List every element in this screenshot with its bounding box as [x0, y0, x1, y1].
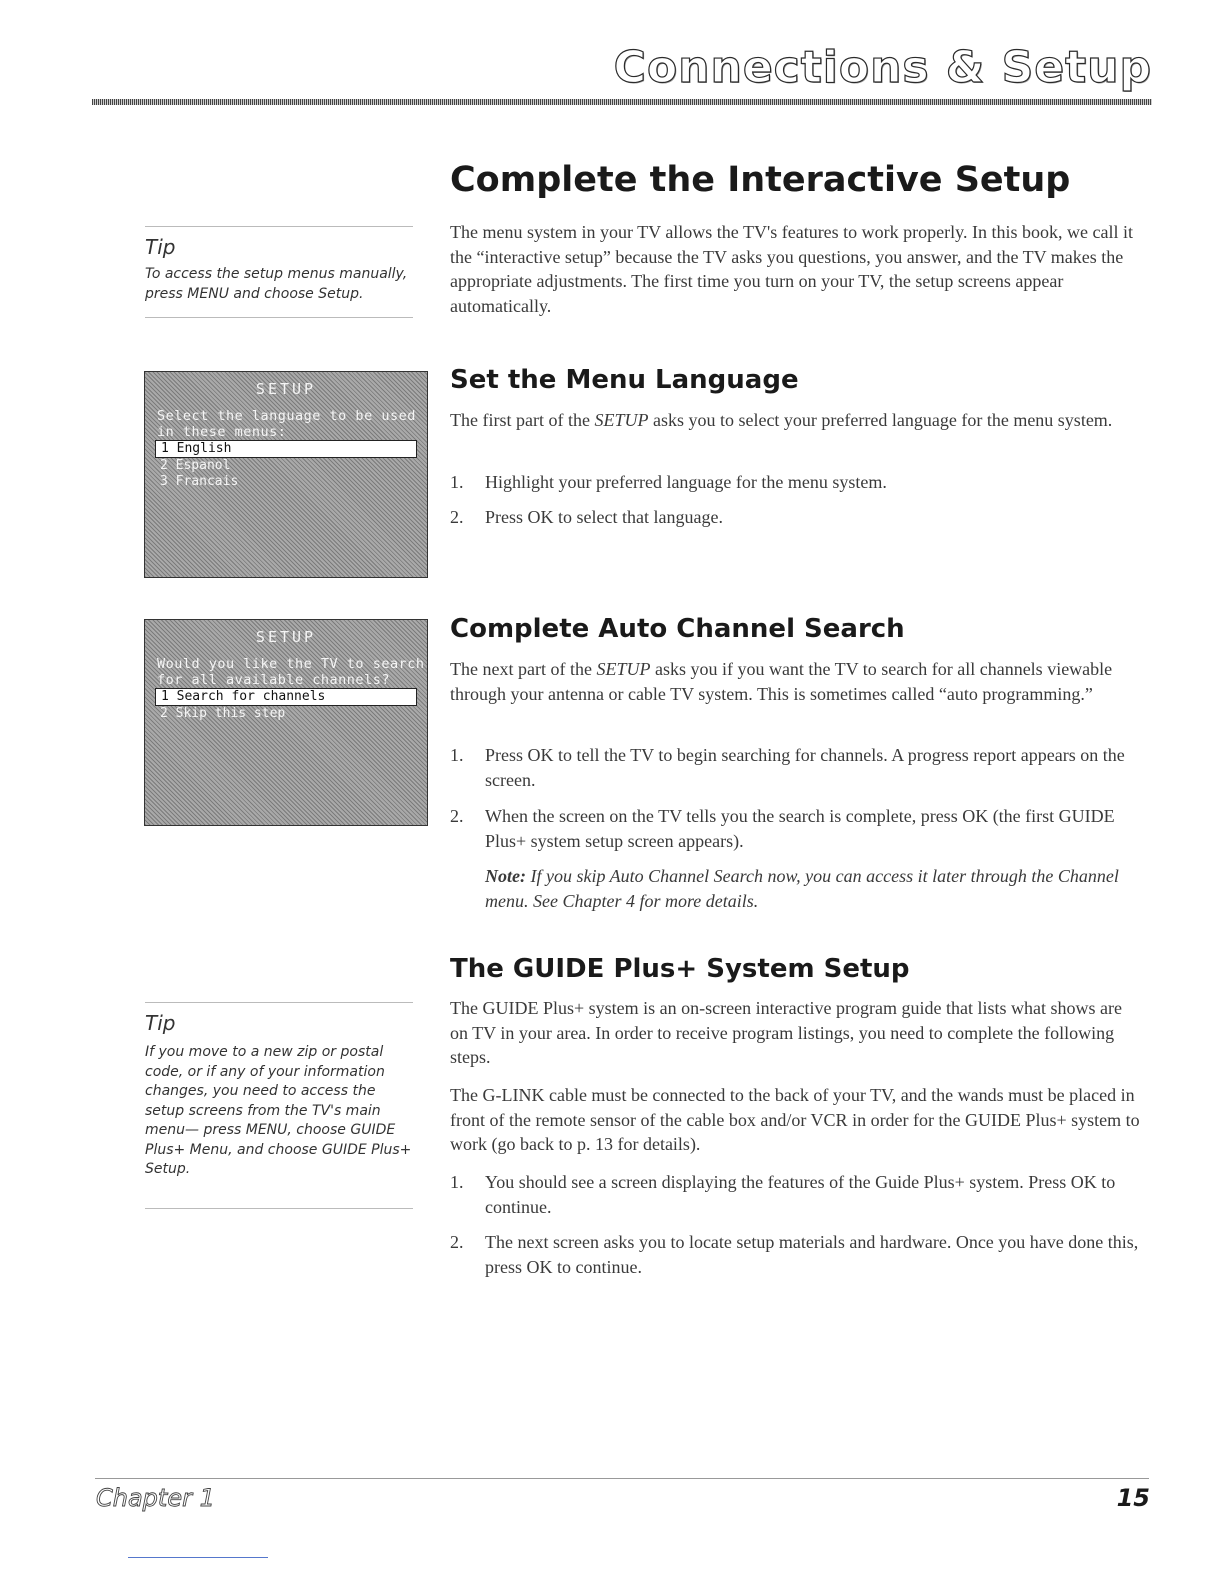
page-number: 15: [1116, 1484, 1150, 1512]
page-title: Complete the Interactive Setup: [450, 160, 1071, 200]
tv-screen-channel-search: [144, 619, 428, 826]
tip-text: If you move to a new zip or postal code, or if any of your information changes, you need to access the setup screens from the TV's main menu— press MENU, choose GUIDE Plus+ Menu, and choose GUIDE Plus+ Setup.: [145, 1044, 412, 1177]
running-header-title: Connections & Setup: [613, 42, 1152, 93]
note: Note: If you skip Auto Channel Search now, you can access it later through the Channel menu. See Chapter 4 for more details.: [485, 866, 1119, 911]
step-item: 1. Press OK to tell the TV to begin searching for channels. A progress report appears on the screen.: [450, 745, 1125, 790]
step-item: 1. You should see a screen displaying the features of the Guide Plus+ system. Press OK to continue.: [450, 1172, 1116, 1217]
tip-label: Tip: [145, 235, 176, 259]
tip-text: To access the setup menus manually, press MENU and choose Setup.: [145, 266, 408, 302]
screen-title: SETUP: [255, 628, 317, 646]
tv-screen-language-setup: [144, 371, 428, 578]
screen-option-selected: 1 English: [155, 440, 417, 458]
screen-title: SETUP: [255, 380, 317, 398]
step-item: 2. The next screen asks you to locate setup materials and hardware. Once you have done this, press OK to continue.: [450, 1232, 1139, 1277]
screen-option: 2 Skip this step: [160, 706, 286, 721]
scan-blue-line: [128, 1557, 268, 1558]
tip-box-setup-menus: [145, 226, 413, 318]
step-item: 1. Highlight your preferred language for the menu system.: [450, 472, 887, 492]
header-rule: [92, 99, 1152, 105]
screen-prompt: Select the language to be used: [157, 408, 416, 424]
screen-option: 3 Francais: [160, 474, 239, 489]
screen-prompt: for all available channels?: [157, 672, 390, 688]
footer-rule: [95, 1478, 1149, 1479]
section-title-guide-plus-setup: The GUIDE Plus+ System Setup: [450, 954, 910, 984]
tip-box-guide-setup: [145, 1002, 413, 1209]
tip-label: Tip: [145, 1011, 176, 1035]
section-paragraph: The first part of the SETUP asks you to select your preferred language for the menu system.: [450, 410, 1113, 430]
section-paragraph: The G-LINK cable must be connected to the back of your TV, and the wands must be placed in front of the remote sensor of the cable box and/or VCR in order for the GUIDE Plus+ system to work (go back to p. 13 for details).: [450, 1085, 1140, 1154]
section-title-auto-channel-search: Complete Auto Channel Search: [450, 614, 905, 644]
screen-option: 2 Espanol: [160, 458, 231, 473]
section-paragraph: The next part of the SETUP asks you if you want the TV to search for all channels viewable through your antenna or cable TV system. This is sometimes called “auto programming.”: [450, 659, 1113, 704]
footer-chapter-label: Chapter 1: [96, 1484, 215, 1512]
step-item: 2. Press OK to select that language.: [450, 507, 723, 527]
screen-option-selected: 1 Search for channels: [155, 688, 417, 706]
section-paragraph: The GUIDE Plus+ system is an on-screen interactive program guide that lists what shows are on TV in your area. In order to receive program listings, you need to complete the following steps.: [450, 998, 1122, 1067]
step-item: 2. When the screen on the TV tells you the search is complete, press OK (the first GUIDE Plus+ system setup screen appears).: [450, 806, 1115, 851]
intro-paragraph: The menu system in your TV allows the TV's features to work properly. In this book, we call it the “interactive setup” because the TV asks you questions, you answer, and the TV makes the appropriate adjustments. The first time you turn on your TV, the setup screens appear automatically.: [450, 222, 1133, 316]
section-title-menu-language: Set the Menu Language: [450, 365, 799, 395]
screen-prompt: in these menus:: [157, 424, 287, 440]
screen-prompt: Would you like the TV to search: [157, 656, 425, 672]
